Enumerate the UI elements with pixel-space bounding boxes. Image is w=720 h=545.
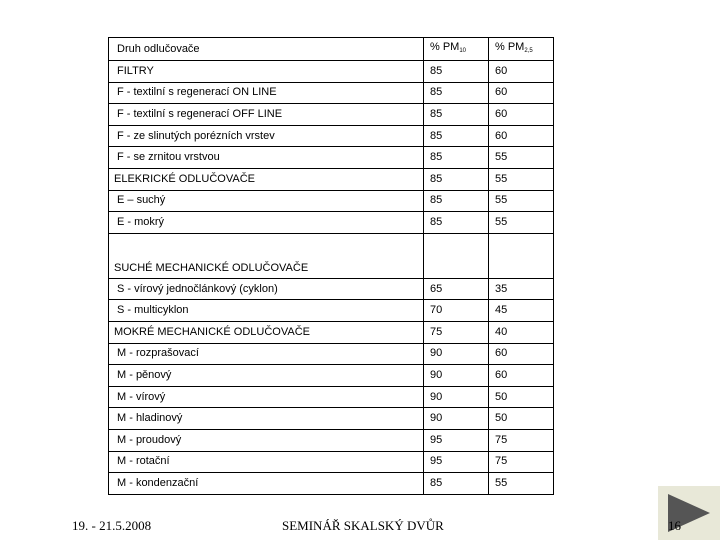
row-label: M - pěnový [109, 365, 424, 387]
table-row [109, 408, 554, 430]
pm10-value: 90 [424, 365, 489, 387]
table-row [109, 278, 554, 300]
pm25-value: 50 [489, 408, 554, 430]
pm25-value: 55 [489, 212, 554, 234]
table-group-row [109, 168, 554, 190]
pm10-value: 85 [424, 104, 489, 126]
pm25-value: 60 [489, 82, 554, 104]
separator-efficiency-table [108, 37, 554, 495]
footer-title: SEMINÁŘ SKALSKÝ DVŮR [282, 518, 444, 533]
table-row [109, 429, 554, 451]
pm25-value: 60 [489, 125, 554, 147]
row-label: F - textilní s regenerací ON LINE [109, 82, 424, 104]
pm25-value: 55 [489, 168, 554, 190]
pm25-value: 55 [489, 190, 554, 212]
pm25-value: 60 [489, 365, 554, 387]
row-label: M - proudový [109, 429, 424, 451]
pm25-value: 45 [489, 300, 554, 322]
header-pm10: % $PM_{10}$ [424, 38, 489, 61]
pm25-value: 55 [489, 473, 554, 495]
pm25-value [489, 233, 554, 278]
pm10-value: 95 [424, 429, 489, 451]
pm25-value: 60 [489, 343, 554, 365]
row-label: M - rozprašovací [109, 343, 424, 365]
pm10-value: 85 [424, 190, 489, 212]
pm10-value: 85 [424, 61, 489, 83]
pm10-value: 85 [424, 168, 489, 190]
row-label: M - kondenzační [109, 473, 424, 495]
row-label: M - rotační [109, 451, 424, 473]
pm10-value: 85 [424, 212, 489, 234]
row-label: F - textilní s regenerací OFF LINE [109, 104, 424, 126]
pm10-value: 85 [424, 147, 489, 169]
table-row [109, 82, 554, 104]
table-row [109, 190, 554, 212]
pm25-value: 75 [489, 451, 554, 473]
row-label: M - hladinový [109, 408, 424, 430]
footer-date: 19. - 21.5.2008 [72, 518, 152, 533]
row-label: E - mokrý [109, 212, 424, 234]
pm25-value: 60 [489, 104, 554, 126]
pm25-value: 75 [489, 429, 554, 451]
table-header-row [109, 38, 554, 61]
row-label: FILTRY [109, 61, 424, 83]
pm10-value: 85 [424, 82, 489, 104]
table-row [109, 104, 554, 126]
page-number: 16 [668, 518, 681, 533]
pm25-value: 55 [489, 147, 554, 169]
pm25-value: 50 [489, 386, 554, 408]
pm10-value: 90 [424, 343, 489, 365]
pm10-value: 75 [424, 321, 489, 343]
row-label: F - ze slinutých porézních vrstev [109, 125, 424, 147]
pm25-value: 60 [489, 61, 554, 83]
row-label: F - se zrnitou vrstvou [109, 147, 424, 169]
pm25-value: 40 [489, 321, 554, 343]
group-label: SUCHÉ MECHANICKÉ ODLUČOVAČE [109, 233, 424, 278]
table-group-row [109, 321, 554, 343]
row-label: M - vírový [109, 386, 424, 408]
pm10-value: 90 [424, 408, 489, 430]
pm10-value: 95 [424, 451, 489, 473]
pm10-value: 85 [424, 125, 489, 147]
row-label: S - multicyklon [109, 300, 424, 322]
row-label: S - vírový jednočlánkový (cyklon) [109, 278, 424, 300]
table-row [109, 61, 554, 83]
pm10-value: 90 [424, 386, 489, 408]
table-row [109, 473, 554, 495]
table-group-row [109, 233, 554, 278]
table-row [109, 147, 554, 169]
pm10-value [424, 233, 489, 278]
table-row [109, 343, 554, 365]
header-pm25: % $PM_{2,5}$ [489, 38, 554, 61]
pm25-value: 35 [489, 278, 554, 300]
pm10-value: 70 [424, 300, 489, 322]
header-type: Druh odlučovače [109, 38, 424, 61]
row-label: E – suchý [109, 190, 424, 212]
table-row [109, 212, 554, 234]
table-row [109, 386, 554, 408]
group-label: ELEKRICKÉ ODLUČOVAČE [109, 168, 424, 190]
table-row [109, 365, 554, 387]
group-label: MOKRÉ MECHANICKÉ ODLUČOVAČE [109, 321, 424, 343]
table-row [109, 451, 554, 473]
pm10-value: 85 [424, 473, 489, 495]
pm10-value: 65 [424, 278, 489, 300]
table-row [109, 300, 554, 322]
table-row [109, 125, 554, 147]
